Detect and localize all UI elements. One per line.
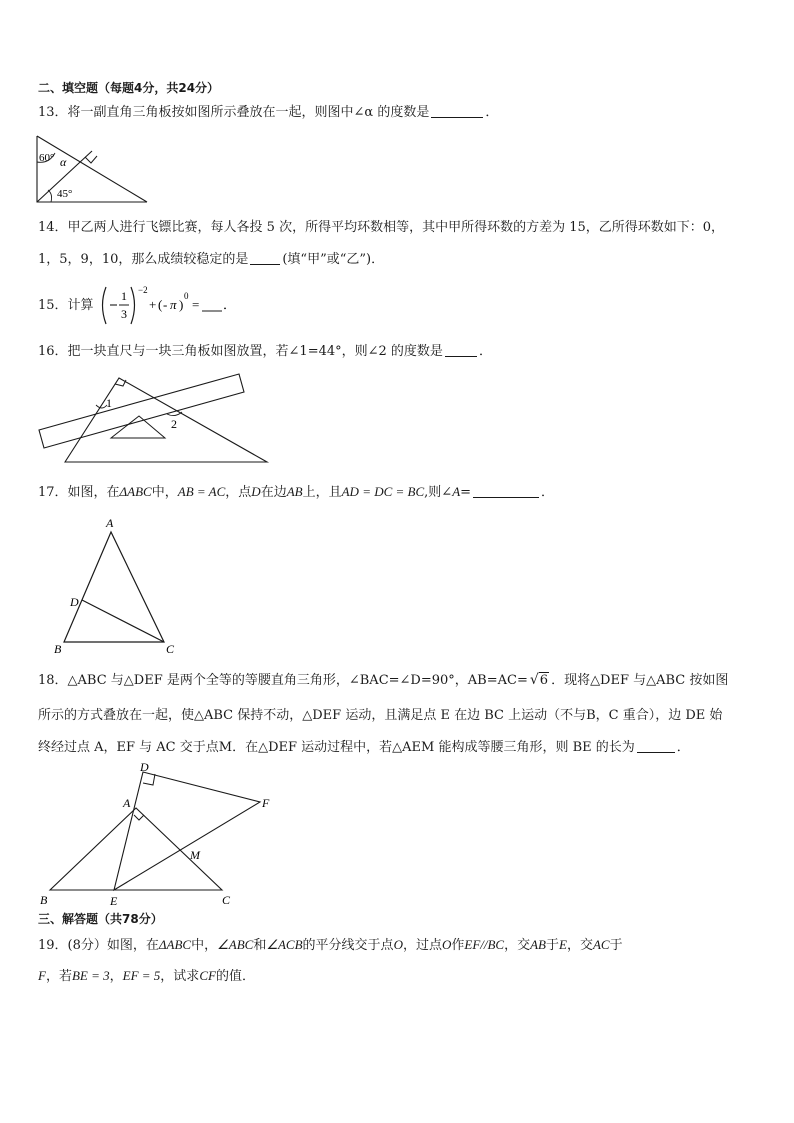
q18-text-c: 终经过点 A，EF 与 AC 交于点M．在△DEF 运动过程中，若△AEM 能构成等腰三角形，则 BE 的长为 [38,740,635,755]
q19-ef-value: EF = 5 [122,968,161,983]
q18-right-angle-d [143,774,155,785]
q18-text-a: 18．△ABC 与△DEF 是两个全等的等腰直角三角形，∠BAC=∠D=90°，AB=AC= [38,673,528,688]
q19-text-c: 和 [253,938,267,953]
q16-ruler [39,374,244,448]
q16-figure [35,372,275,468]
q18-label-A: A [123,796,131,810]
q15-plus: + [149,297,157,312]
q17-eq2: AD = DC = BC [341,484,425,499]
q19-text-e: ，过点 [402,938,442,953]
question-14-line-1: 14．甲乙两人进行飞镖比赛，每人各投 5 次，所得平均环数相等，其中甲所得环数的方差为 15，乙所得环数如下：0， [38,220,725,235]
q18-label-B: B [40,893,48,907]
q15-right-paren [131,287,135,324]
q16-label-1: 1 [106,396,112,410]
q17-angle-a: A [452,484,461,499]
q19-triangle: ΔABC [158,937,192,952]
question-16 [38,344,492,360]
q17-label-B: B [54,642,62,656]
q19-text-f: 作 [451,938,465,953]
q17-text-f: 上，且 [302,485,342,500]
question-18-line-2: 所示的方式叠放在一起，使△ABC 保持不动，△DEF 运动，且满足点 E 在边 BC 上运动（不与B，C 重合），边 DE 始 [38,708,723,723]
q18-label-C: C [222,893,231,907]
q19-text-g: ，交 [504,938,531,953]
q17-side-ab: AB [286,484,303,499]
q16-text: 16．把一块直尺与一块三角板如图放置，若∠1=44°，则∠2 的度数是 [38,344,443,359]
question-15 [38,298,94,314]
q18-triangle-def [114,772,260,890]
section-fill-in-heading: 二、填空题（每题4分，共24分） [38,81,220,95]
q17-text-c: ，点 [225,485,252,500]
q19-text-i: ，交 [566,938,593,953]
q17-answer-blank[interactable] [473,485,539,498]
q13-end: ． [485,105,499,120]
section-answer-heading: 三、解答题（共78分） [38,912,163,926]
question-17 [38,484,554,501]
q19-text-l: ， [109,969,123,984]
q19-point-f: F [38,968,46,983]
q18-right-angle-a [134,815,144,820]
q17-text-e: 在边 [260,485,287,500]
q17-triangle: ΔABC [119,484,152,499]
q13-figure [35,134,150,206]
q16-label-2: 2 [171,417,177,431]
q19-be-value: BE = 3 [71,968,110,983]
question-13 [38,105,498,121]
q13-label-45: 45° [57,188,73,200]
q19-parallel: EF//BC [464,937,505,952]
q19-text-b: 中， [191,938,218,953]
q17-label-C: C [166,642,175,656]
q15-paren-open: ( [158,297,163,312]
q17-figure [48,514,188,656]
q19-angle-abc: ∠ABC [217,937,254,952]
q15-paren-close: ) [179,297,184,312]
q16-answer-blank[interactable] [445,344,477,357]
q15-neg: - [163,297,168,312]
q17-text-b: 中， [151,485,178,500]
q19-angle-acb: ∠ACB [266,937,303,952]
q15-pi: π [170,297,177,312]
q19-text-k: ，若 [45,969,72,984]
q17-label-A: A [106,516,114,530]
q19-point-o-1: O [393,937,403,952]
q17-equals: = [460,485,472,500]
q18-end: ． [676,740,690,755]
question-19-line-1 [38,937,623,954]
q19-text-n: 的值． [215,969,255,984]
q17-point-d: D [251,484,261,499]
q17-text-g: ,则∠ [424,485,453,500]
q19-text-a: 19．(8分）如图，在 [38,938,159,953]
q19-segment-cf: CF [199,968,216,983]
q19-side-ab: AB [530,937,546,952]
q14-text: 1，5，9，10，那么成绩较稳定的是 [38,252,249,267]
q16-end: ． [478,344,492,359]
q18-figure [36,762,286,908]
q15-end: ． [223,297,237,312]
q19-text-j: 于 [609,938,623,953]
q14-answer-blank[interactable] [250,252,280,265]
q13-label-60: 60° [39,152,55,164]
q13-answer-blank[interactable] [431,105,483,118]
q19-point-e: E [559,937,567,952]
q18-answer-blank[interactable] [637,740,675,753]
q17-eq1: AB = AC [177,484,226,499]
q17-end: ． [541,485,555,500]
q18-sqrt-value: 6 [539,673,549,688]
q19-text-m: ，试求 [160,969,200,984]
q13-label-alpha: α [60,155,67,169]
q17-text-a: 17．如图，在 [38,485,120,500]
q17-segment-dc [82,600,164,642]
q15-left-paren [103,287,107,324]
q15-prefix: 15．计算 [38,298,94,313]
q15-exponent-0: 0 [184,291,189,301]
q18-text-b: ．现将△DEF 与△ABC 按如图 [551,673,729,688]
q17-triangle-abc [64,532,164,642]
q19-text-d: 的平分线交于点 [302,938,394,953]
q18-label-F: F [262,796,270,810]
q17-label-D: D [70,595,79,609]
q15-frac-num: 1 [121,289,127,303]
q13-text: 13．将一副直角三角板按如图所示叠放在一起，则图中∠α 的度数是 [38,105,430,120]
q18-label-D: D [140,760,149,774]
q13-triangle-hypotenuse [37,136,147,202]
q19-side-ac: AC [592,937,610,952]
q19-point-o-2: O [441,937,452,952]
q15-equals: = [192,297,200,312]
q15-expression [98,283,237,329]
question-18-line-3 [38,740,690,756]
q18-sqrt: √6 [529,672,549,688]
question-14-line-2 [38,252,384,268]
q19-text-h: 于 [546,938,560,953]
q13-right-angle-mark [85,156,97,163]
q14-hint: (填“甲”或“乙”)． [282,252,385,267]
q18-label-E: E [110,894,118,908]
q15-exponent-1: −2 [138,285,148,295]
question-18-line-1 [38,672,728,689]
question-19-line-2 [38,968,255,985]
q15-frac-den: 3 [121,307,127,321]
q18-label-M: M [190,848,200,862]
